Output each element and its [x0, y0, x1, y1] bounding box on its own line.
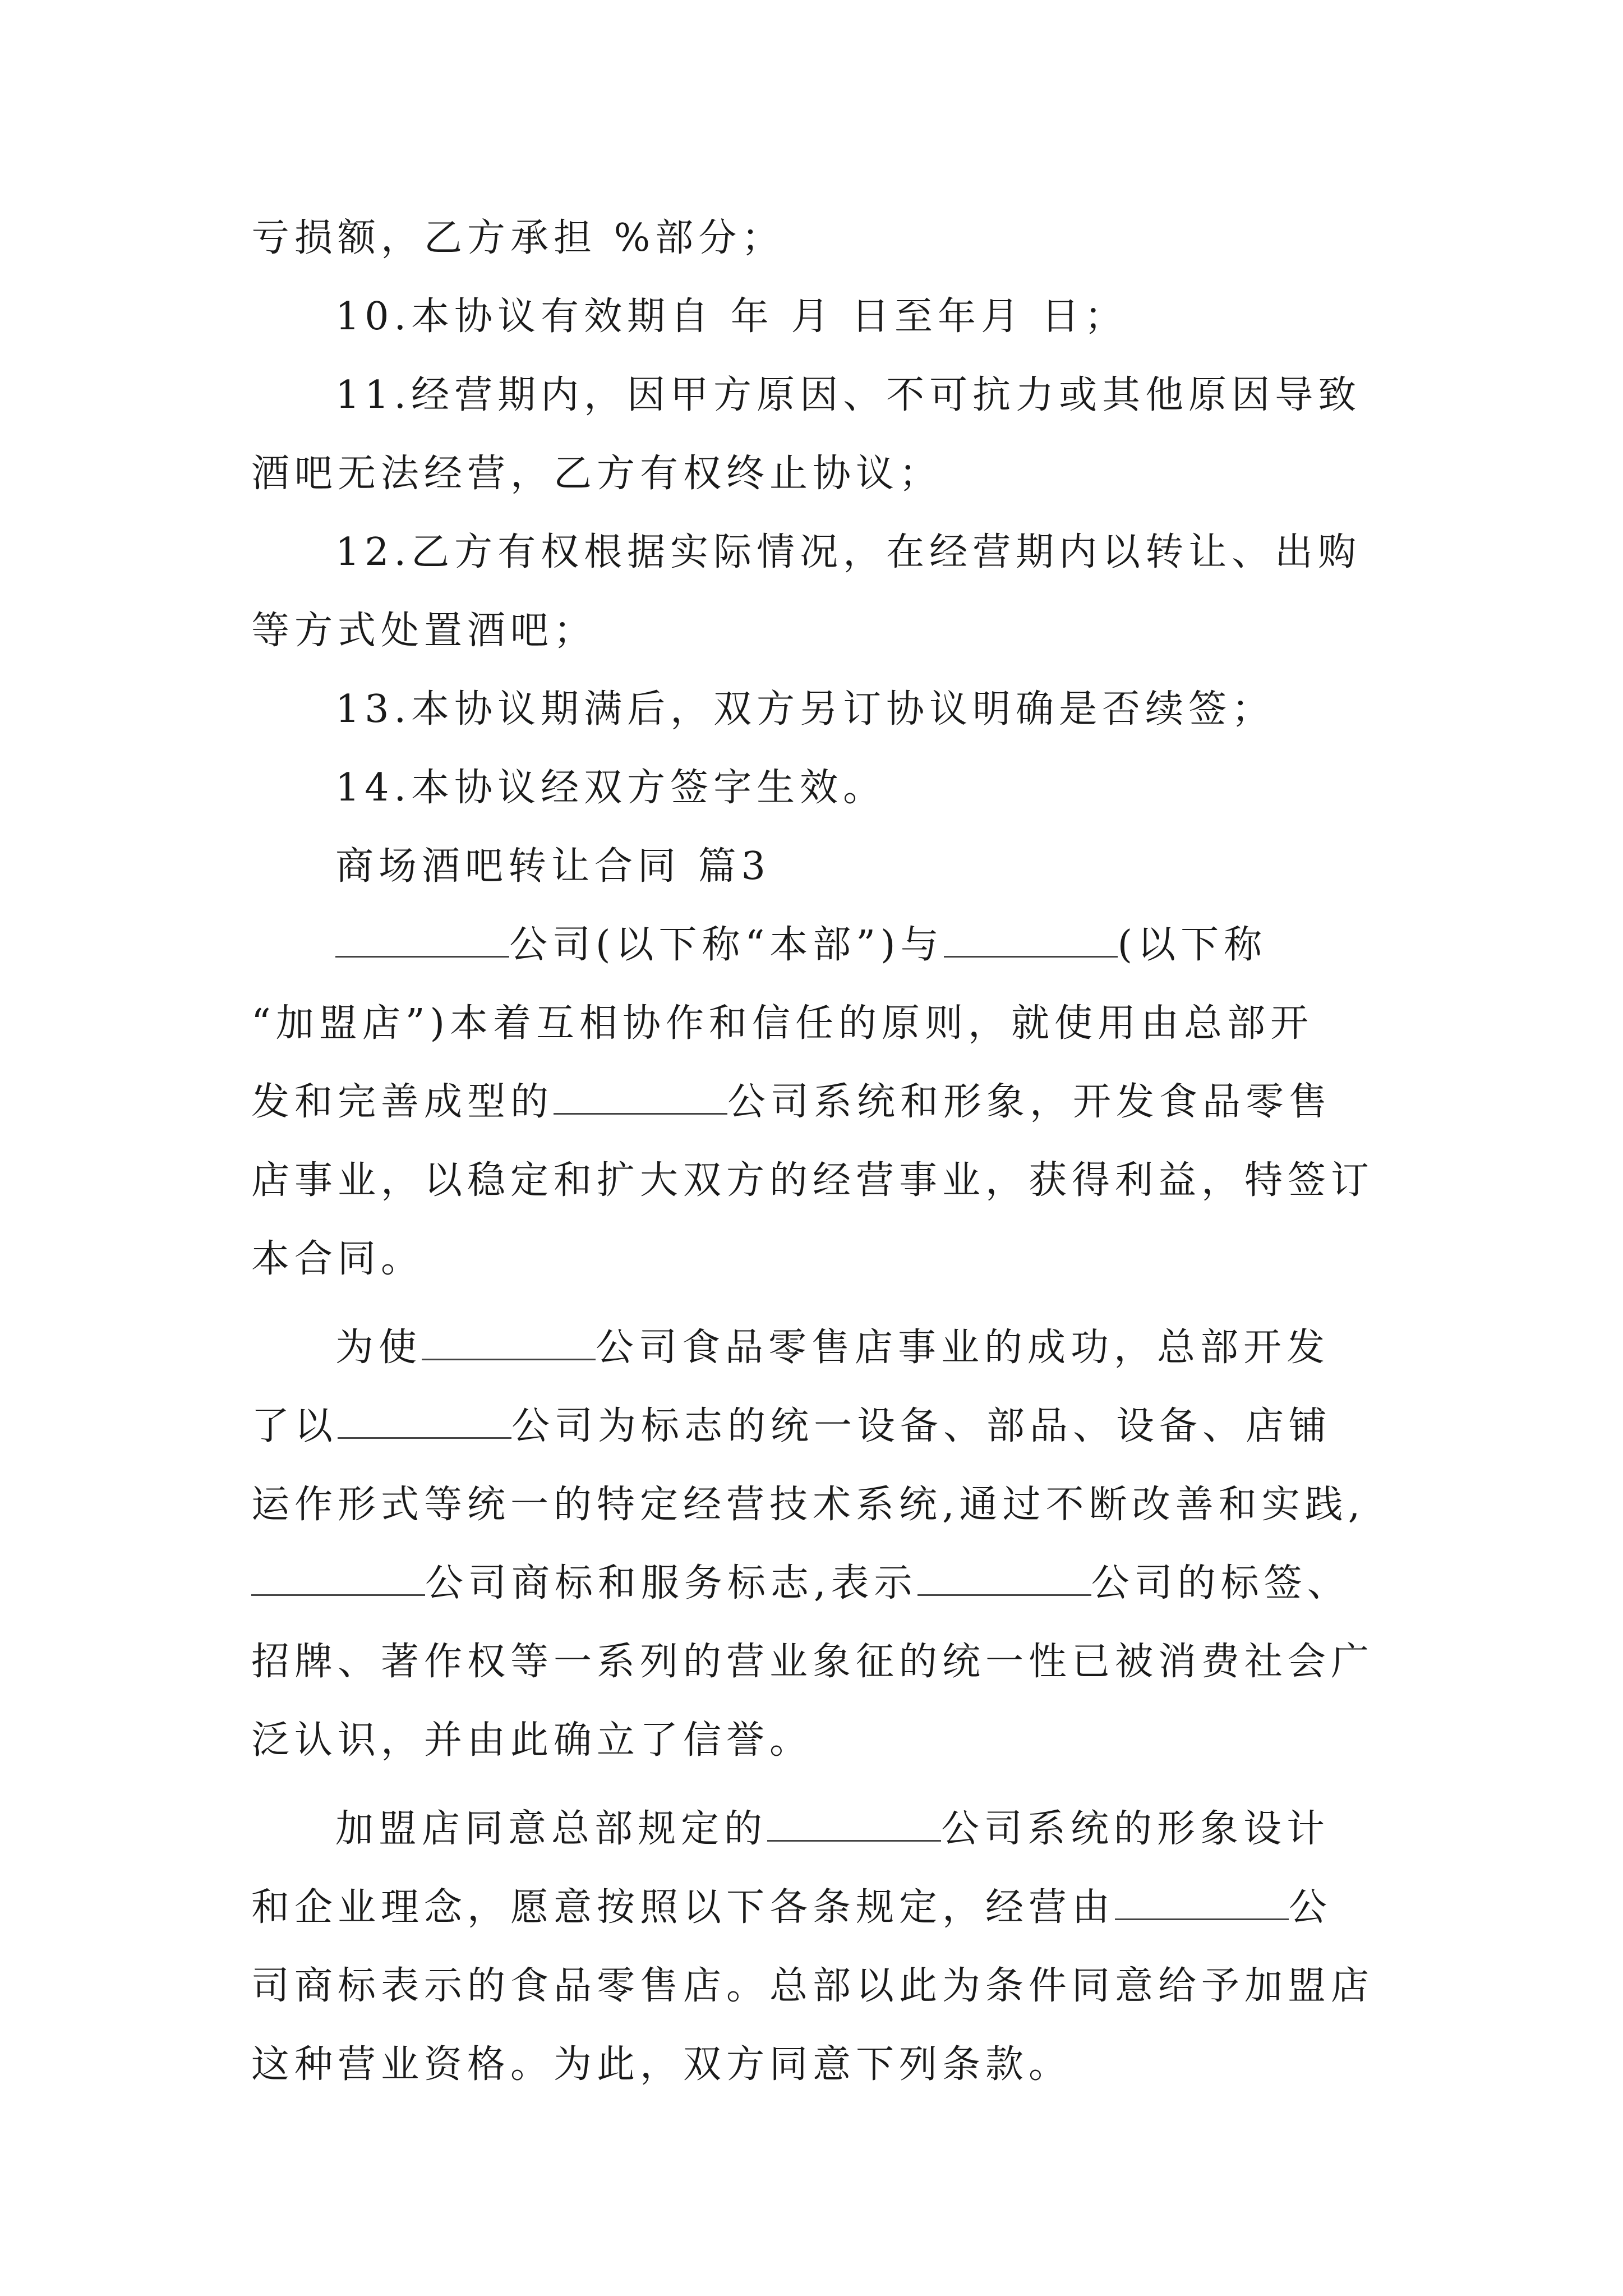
clause-12-cont: 等方式处置酒吧； — [251, 609, 597, 653]
para2-text: 公司为标志的统一设备、部品、设备、店铺 — [511, 1404, 1332, 1448]
clause-11: 11.经营期内，因甲方原因、不可抗力或其他原因导致 — [335, 373, 1362, 417]
para1-text: 公司(以下称“本部”)与 — [509, 923, 944, 967]
fill-blank — [944, 921, 1118, 958]
para2-text: 公司食品零售店事业的成功，总部开发 — [596, 1326, 1330, 1370]
para3-line3: 司商标表示的食品零售店。总部以此为条件同意给予加盟店 — [251, 1964, 1375, 2008]
para1-line5: 本合同。 — [251, 1237, 425, 1281]
para1-line2: “加盟店”)本着互相协作和信任的原则，就使用由总部开 — [251, 1001, 1314, 1046]
para2-text: 公司商标和服务标志,表示 — [425, 1561, 917, 1605]
para3-text: 公司系统的形象设计 — [941, 1807, 1330, 1851]
para1-text: 公司系统和形象，开发食品零售 — [727, 1080, 1332, 1124]
text-line: 亏损额，乙方承担 %部分； — [251, 216, 785, 260]
para2-line4 — [251, 1544, 1378, 1623]
para1-line1 — [251, 906, 1378, 984]
para1-text: (以下称 — [1117, 923, 1267, 967]
para2-line1 — [251, 1309, 1378, 1387]
fill-blank — [422, 1324, 596, 1360]
para3-line1 — [251, 1790, 1378, 1869]
para2-line5: 招牌、著作权等一系列的营业象征的统一性已被消费社会广 — [251, 1640, 1375, 1684]
para2-line2 — [251, 1387, 1378, 1466]
clause-12: 12.乙方有权根据实际情况，在经营期内以转让、出购 — [335, 530, 1362, 574]
fill-blank — [917, 1559, 1091, 1596]
para2-text: 了以 — [251, 1404, 338, 1448]
document-body — [251, 199, 1378, 2104]
para3-text: 公 — [1289, 1885, 1332, 1930]
fill-blank — [767, 1805, 941, 1842]
para2-line6: 泛认识，并由此确立了信誉。 — [251, 1718, 813, 1763]
fill-blank — [251, 1559, 425, 1596]
para2-text: 为使 — [335, 1326, 422, 1370]
clause-14: 14.本协议经双方签字生效。 — [335, 766, 887, 810]
fill-blank — [1115, 1884, 1289, 1920]
clause-10: 10.本协议有效期自 年 月 日至年月 日； — [335, 295, 1128, 339]
para3-line4: 这种营业资格。为此，双方同意下列条款。 — [251, 2042, 1072, 2087]
para1-line4: 店事业，以稳定和扩大双方的经营事业，获得利益，特签订 — [251, 1158, 1375, 1203]
para1-line3 — [251, 1063, 1378, 1142]
fill-blank — [554, 1078, 727, 1115]
clause-11-cont: 酒吧无法经营，乙方有权终止协议； — [251, 452, 943, 496]
para2-line3: 运作形式等统一的特定经营技术系统,通过不断改善和实践, — [251, 1483, 1366, 1527]
para3-line2 — [251, 1869, 1378, 1947]
para3-text: 和企业理念，愿意按照以下各条规定，经营由 — [251, 1885, 1115, 1930]
para3-text: 加盟店同意总部规定的 — [335, 1807, 768, 1851]
clause-13: 13.本协议期满后，双方另订协议明确是否续签； — [335, 687, 1275, 731]
fill-blank — [335, 921, 509, 958]
para2-text: 公司的标签、 — [1091, 1561, 1350, 1605]
fill-blank — [338, 1402, 511, 1439]
para1-text: 发和完善成型的 — [251, 1080, 554, 1124]
section-heading: 商场酒吧转让合同 篇3 — [335, 844, 771, 889]
